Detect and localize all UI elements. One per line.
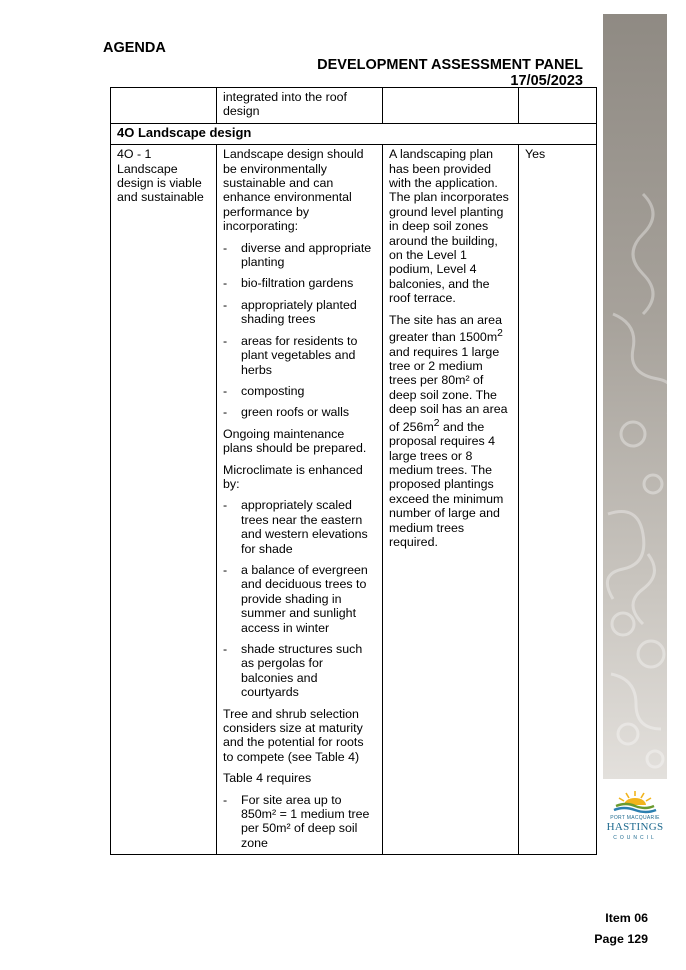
continuation-row <box>111 88 597 124</box>
swirl-pattern-graphic <box>603 14 667 779</box>
page-number: Page 129 <box>594 932 648 946</box>
logo-line-2: HASTINGS <box>606 821 664 833</box>
list-item: - For site area up to 850m² = 1 medium tree per 50m² of deep soil zone <box>223 793 376 851</box>
compliance-cell: Yes <box>519 145 597 855</box>
tree-selection-text: Tree and shrub selection considers size at maturity and the potential for roots to compete (see Table 4) <box>223 706 364 764</box>
criteria-list-1 <box>223 241 376 420</box>
list-item: - a balance of evergreen and deciduous trees to provide shading in summer and sunlight access in winter <box>223 563 376 635</box>
superscript: 2 <box>433 417 440 429</box>
list-item: - appropriately planted shading trees <box>223 298 376 327</box>
item-number: Item 06 <box>605 911 648 925</box>
decorative-sidebar <box>603 14 667 779</box>
comment-text: and the proposal requires 4 large trees or 8 medium trees. The proposed plantings exceed the minimum number of large and medium trees required. <box>389 419 504 550</box>
assessment-table <box>110 87 597 855</box>
maintenance-text: Ongoing maintenance plans should be prepared. <box>223 426 367 456</box>
list-item: - appropriately scaled trees near the eastern and western elevations for shade <box>223 498 376 556</box>
design-criteria-cell <box>217 145 383 855</box>
list-item: - diverse and appropriate planting <box>223 241 376 270</box>
table4-text: Table 4 requires <box>223 771 312 786</box>
council-logo <box>604 789 666 844</box>
section-row <box>111 123 597 144</box>
logo-line-3: COUNCIL <box>613 835 657 841</box>
microclimate-text: Microclimate is enhanced by: <box>223 462 363 491</box>
comment-text: and requires 1 large tree or 2 medium trees per 80m² of deep soil zone. The deep soil has an area of 256m <box>389 344 508 434</box>
panel-header <box>317 57 583 89</box>
criteria-row <box>111 145 597 855</box>
list-item: - areas for residents to plant vegetables and herbs <box>223 334 376 377</box>
comment-text: The site has an area greater than 1500m <box>389 312 502 345</box>
comment-paragraph-1: A landscaping plan has been provided with the application. The plan incorporates ground level planting in deep soil zones around the building, on the Level 1 podium, Level 4 balconies, and the roof terrace. <box>389 147 509 306</box>
superscript: 2 <box>497 328 503 340</box>
list-item: - bio-filtration gardens <box>223 276 376 290</box>
criteria-intro: Landscape design should be environmentally sustainable and can enhance environmental performance by incorporating: <box>223 147 364 234</box>
continuation-text: integrated into the roof design <box>217 88 383 124</box>
criteria-list-2 <box>223 498 376 699</box>
comment-paragraph-2 <box>389 313 512 550</box>
assessment-comment-cell <box>383 145 519 855</box>
sun-waves-icon <box>604 789 666 815</box>
panel-title: DEVELOPMENT ASSESSMENT PANEL <box>317 57 583 73</box>
list-item: - green roofs or walls <box>223 405 376 419</box>
cell-empty <box>519 88 597 124</box>
objective-cell: 4O - 1 Landscape design is viable and sustainable <box>111 145 217 855</box>
section-title: 4O Landscape design <box>111 123 597 144</box>
logo-line-1: PORT MACQUARIE <box>610 815 660 821</box>
cell-empty <box>111 88 217 124</box>
agenda-heading: AGENDA <box>103 40 166 56</box>
list-item: - shade structures such as pergolas for balconies and courtyards <box>223 642 376 700</box>
criteria-list-3 <box>223 793 376 851</box>
meeting-date: 17/05/2023 <box>510 73 583 89</box>
cell-empty <box>383 88 519 124</box>
list-item: - composting <box>223 384 376 398</box>
